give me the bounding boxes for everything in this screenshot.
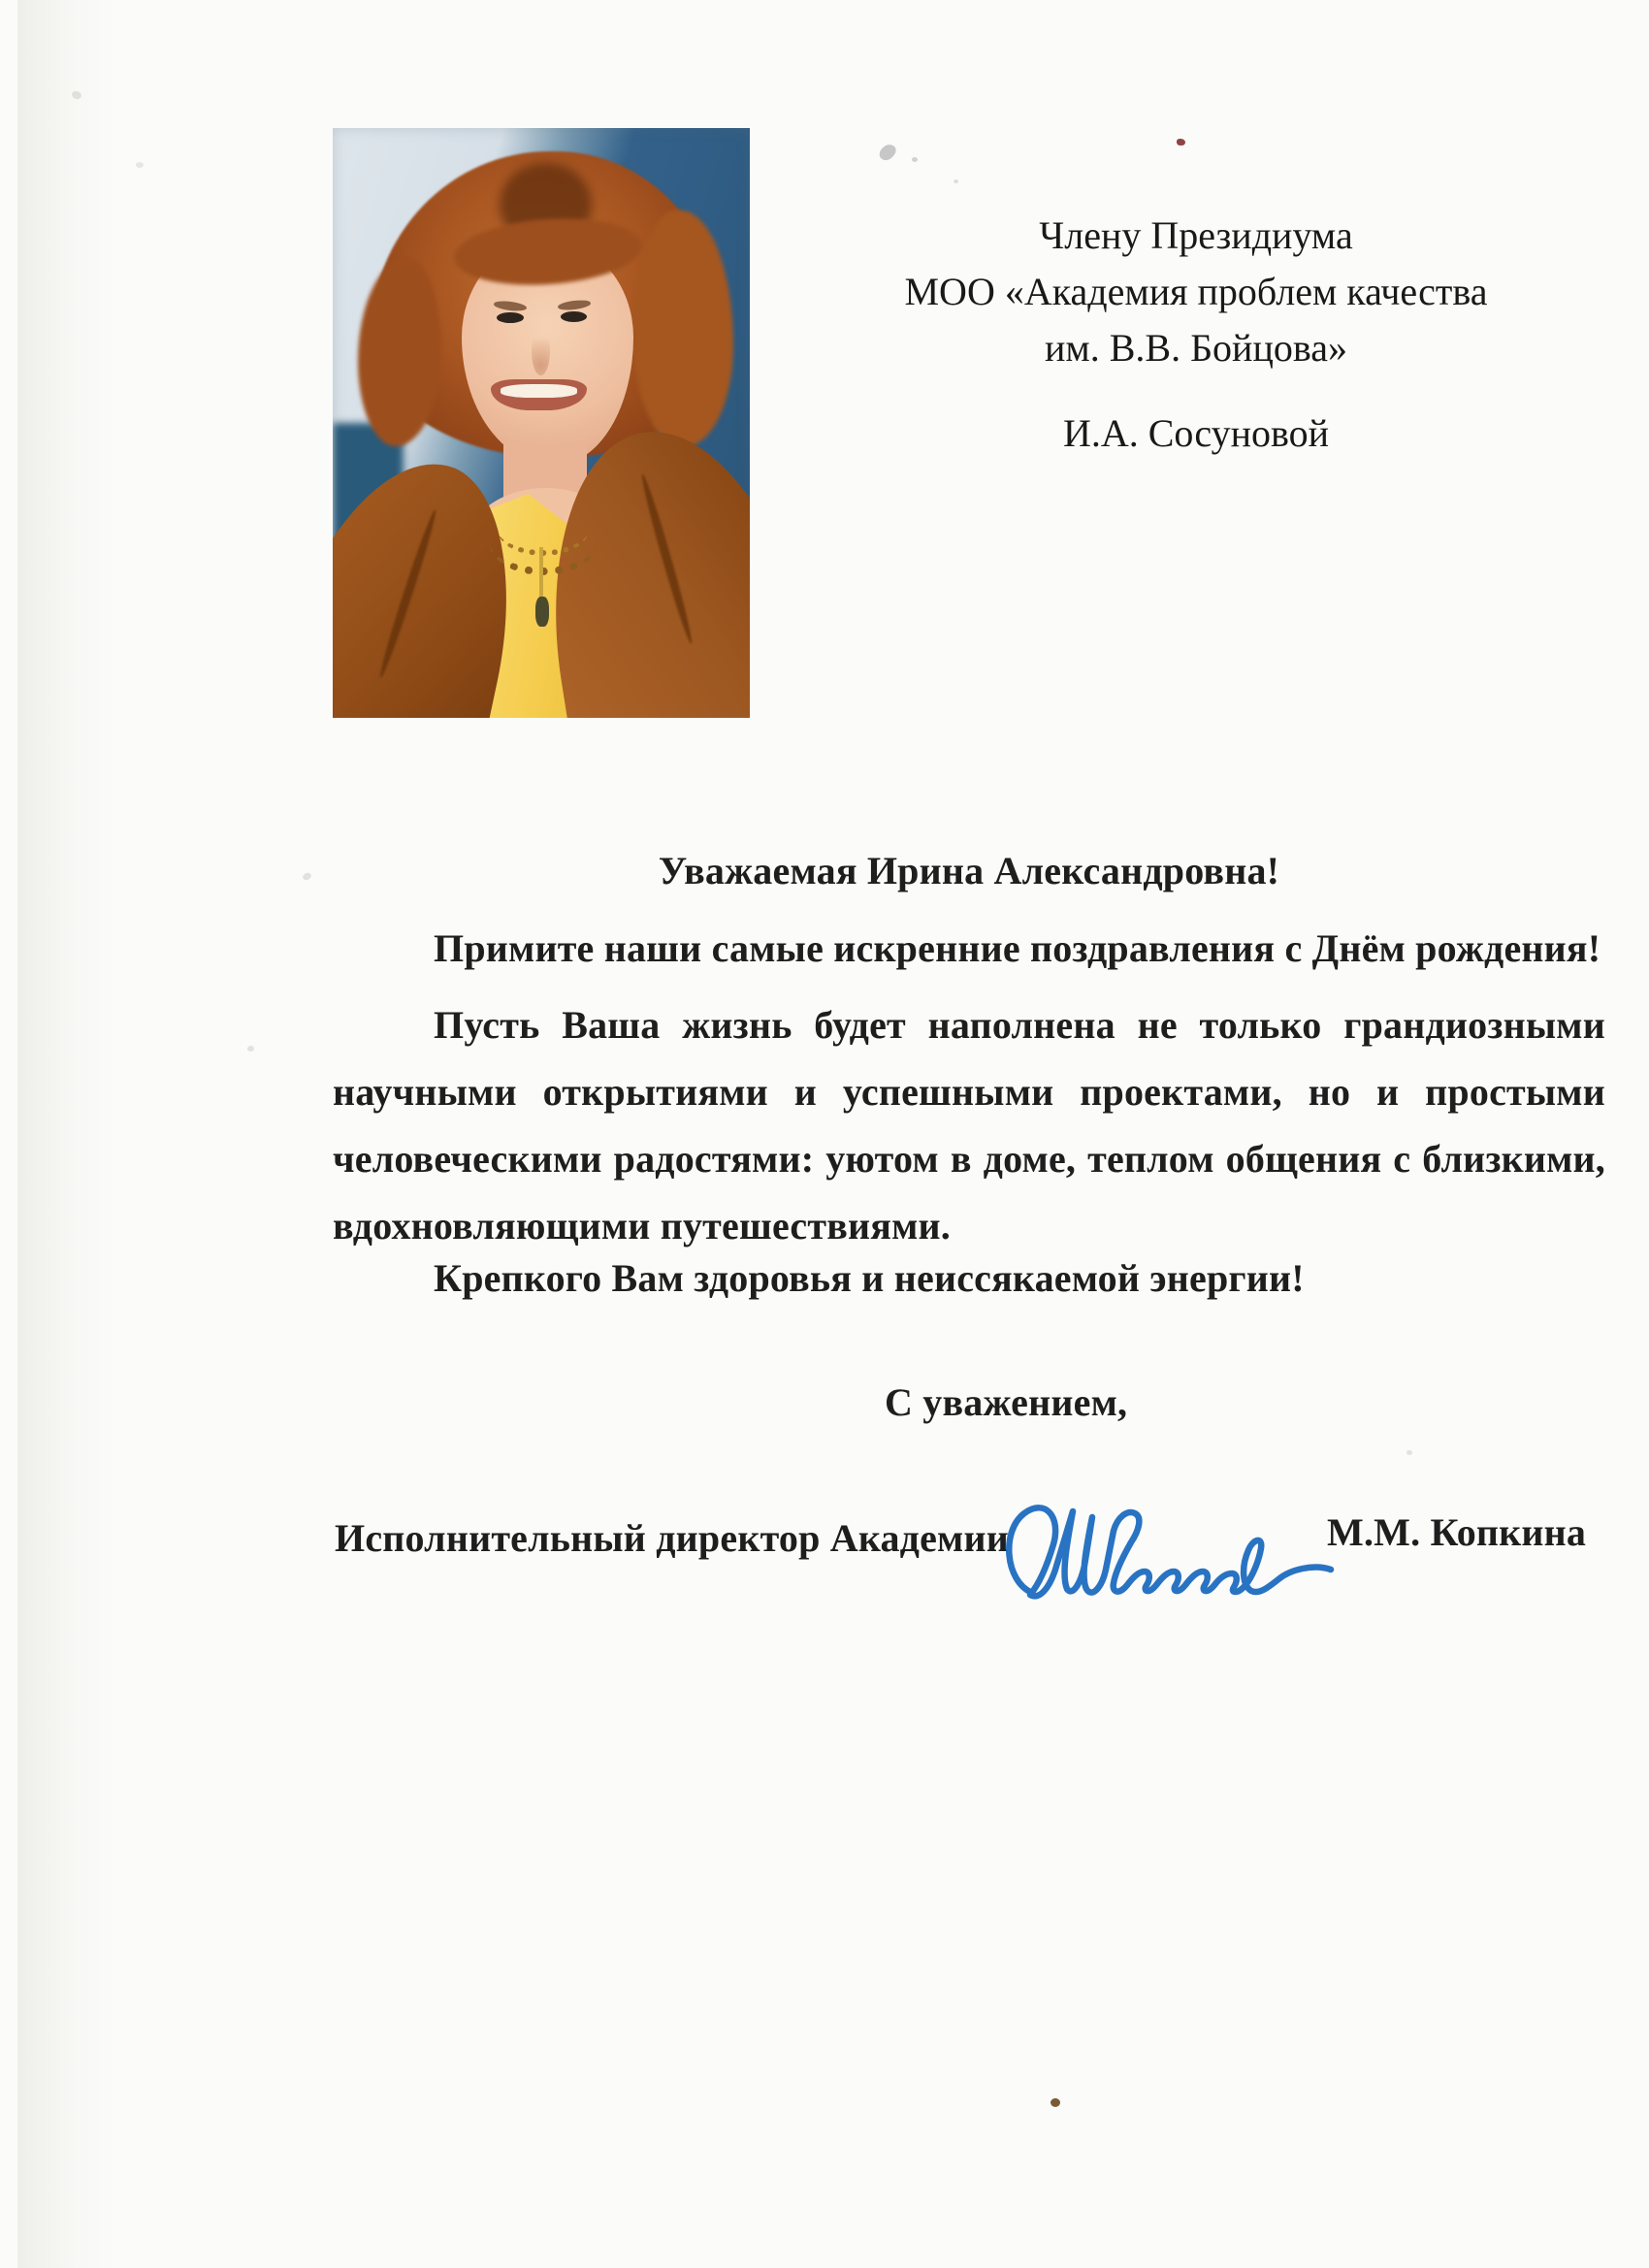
scan-speck [1406,1450,1412,1455]
scan-speck [912,157,918,162]
teeth [501,384,577,398]
scan-edge-shading [17,0,118,2268]
scan-speck [1177,139,1185,146]
hair-curl-right [633,211,733,446]
closing-salutation: С уважением, [885,1380,1128,1424]
eye-left [497,312,524,323]
scan-speck [877,142,898,164]
signature-ink [997,1486,1337,1622]
necklace-strand [539,547,543,600]
signer-title: Исполнительный директор Академии [335,1516,1009,1560]
letter-greeting: Уважаемая Ирина Александровна! [658,849,1280,892]
eye-right [561,311,588,322]
bead-necklace-inner [498,502,590,556]
recipient-line: Члену Президиума [1039,213,1353,257]
letter-paragraph-1: Примите наши самые искренние поздравления с Днём рождения! [434,926,1601,970]
recipient-line: МОО «Академия проблем качества [904,270,1488,313]
letter-paragraph-3: Крепкого Вам здоровья и неиссякаемой энергии! [434,1256,1305,1300]
necklace-pendant [535,597,549,626]
scan-speck [71,90,82,101]
scan-speck [247,1046,254,1052]
scan-speck [136,162,144,168]
recipient-block [876,208,1516,462]
letter-paragraph-2 [333,991,1605,1259]
scan-speck [954,179,958,183]
recipient-line: им. В.В. Бойцова» [1045,326,1347,370]
paragraph-line: Пусть Ваша жизнь будет наполнена не только грандиозными [434,1003,1605,1047]
paragraph-line: человеческими радостями: уютом в доме, теплом общения с близкими, [333,1137,1605,1181]
paragraph-line: вдохновляющими путешествиями. [333,1204,951,1247]
paragraph-line: научными открытиями и успешными проектами, но и простыми [333,1070,1605,1114]
scan-speck [1051,2098,1060,2107]
recipient-name: И.А. Сосуновой [1062,411,1330,455]
signer-name: М.М. Копкина [1327,1510,1587,1554]
portrait-photo [333,128,750,718]
scan-speck [302,871,312,881]
